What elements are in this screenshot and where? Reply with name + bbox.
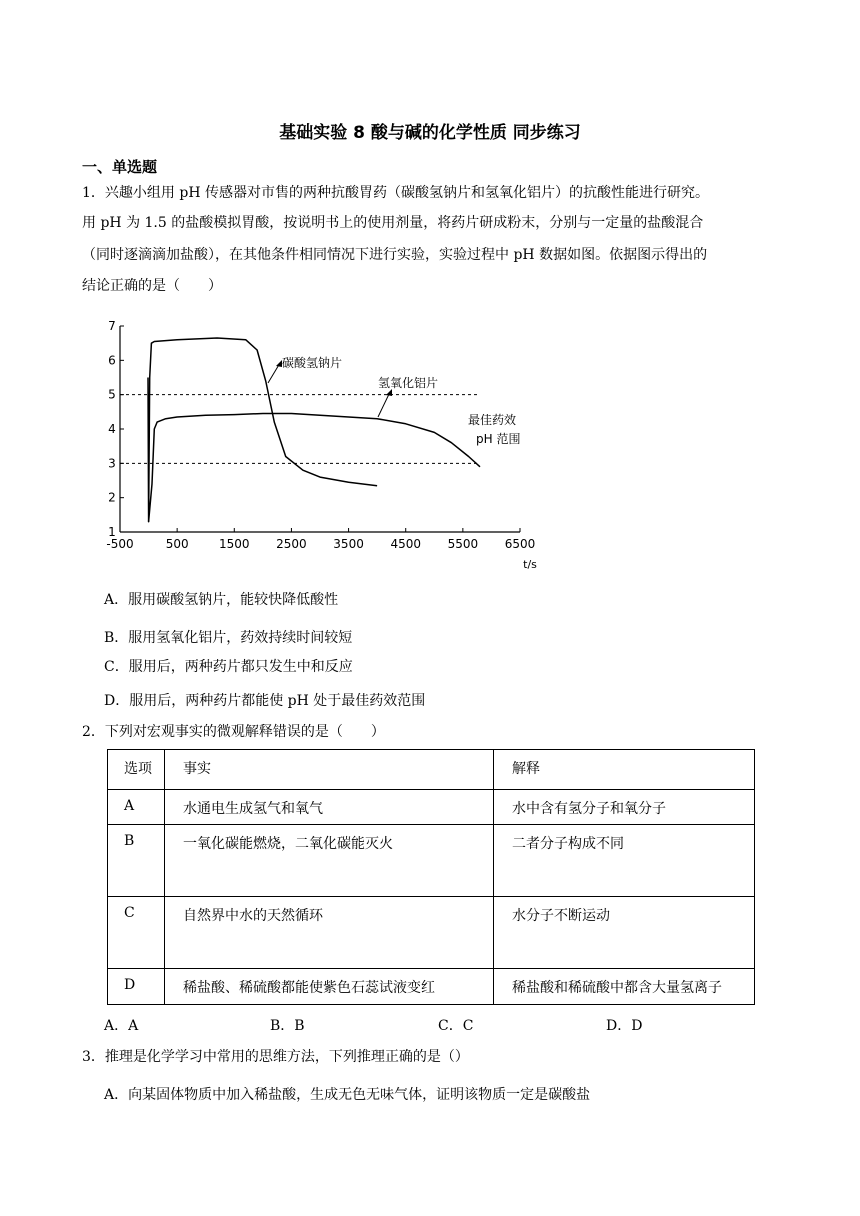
chart-reference-lines [120,395,480,464]
row-a-fact: 水通电生成氢气和氧气 [165,790,494,825]
y-tick-label: 7 [108,319,116,333]
row-c-fact: 自然界中水的天然循环 [165,897,494,969]
arrow-head-aluminum-hydroxide [386,389,392,396]
q2-choice-b: B．B [270,1018,305,1034]
row-d-explanation: 稀盐酸和稀硫酸中都含大量氢离子 [494,969,755,1005]
q2-stem: 2．下列对宏观事实的微观解释错误的是（ ） [82,724,385,740]
row-b-explanation: 二者分子构成不同 [494,825,755,897]
q3-option-a: A．向某固体物质中加入稀盐酸，生成无色无味气体，证明该物质一定是碳酸盐 [104,1087,591,1103]
table-row [108,969,755,1005]
chart-ticks [106,319,535,551]
row-b-fact: 一氧化碳能燃烧，二氧化碳能灭火 [165,825,494,897]
y-tick-label: 4 [108,422,116,436]
series-line-aluminum-hydroxide [149,414,480,522]
x-tick-label: 6500 [504,537,536,551]
x-tick-label: -500 [106,537,134,551]
x-tick-label: 4500 [390,537,421,551]
x-tick-label: 500 [165,537,189,551]
y-tick-label: 6 [108,353,116,368]
q3-stem: 3．推理是化学学习中常用的思维方法，下列推理正确的是（） [82,1049,469,1065]
table-row [108,897,755,969]
y-tick-label: 5 [108,387,116,402]
x-tick-label: 5500 [447,537,479,551]
row-a-explanation: 水中含有氢分子和氧分子 [494,790,755,825]
annotation-ph-range: pH 范围 [476,432,521,446]
annotation-aluminum-hydroxide: 氢氧化铝片 [378,376,439,390]
page-title: 基础实验 8 酸与碱的化学性质 同步练习 [279,123,581,143]
table-row [108,790,755,825]
q1-line-1: 1．兴趣小组用 pH 传感器对市售的两种抗酸胃药（碳酸氢钠片和氢氧化铝片）的抗酸性能进行研究。 [82,185,709,201]
q2-choice-d: D．D [606,1018,643,1034]
annotation-best-effect: 最佳药效 [468,413,517,427]
arrow-head-sodium-bicarbonate [276,360,282,367]
header-fact: 事实 [165,750,494,790]
y-tick-label: 2 [108,490,116,505]
table-row [108,825,755,897]
row-c-explanation: 水分子不断运动 [494,897,755,969]
x-tick-label: 2500 [276,537,307,551]
series-line-sodium-bicarbonate [148,338,377,522]
q2-choice-c: C．C [438,1018,474,1034]
q1-option-a: A．服用碳酸氢钠片，能较快降低酸性 [104,592,339,608]
row-c-option: C [108,897,165,969]
y-tick-label: 1 [108,525,116,539]
facts-table [107,749,755,1005]
q1-line-4: 结论正确的是（ ） [82,278,222,294]
arrow-aluminum-hydroxide [378,392,390,417]
q1-option-b: B．服用氢氧化铝片，药效持续时间较短 [104,630,353,646]
q1-line-3: （同时逐滴滴加盐酸），在其他条件相同情况下进行实验，实验过程中 pH 数据如图。依据图示得出的 [82,247,708,263]
q1-line-2: 用 pH 为 1.5 的盐酸模拟胃酸，按说明书上的使用剂量，将药片研成粉末，分别与一定量的盐酸混合 [82,215,704,231]
row-d-option: D [108,969,165,1005]
y-tick-label: 3 [108,456,116,471]
x-tick-label: 3500 [333,537,364,551]
ph-chart [100,316,550,576]
header-explanation: 解释 [494,750,755,790]
table-header-row [108,750,755,790]
header-option: 选项 [108,750,165,790]
q1-option-c: C．服用后，两种药片都只发生中和反应 [104,659,353,675]
q1-option-d: D．服用后，两种药片都能使 pH 处于最佳药效范围 [104,693,426,709]
row-b-option: B [108,825,165,897]
row-a-option: A [108,790,165,825]
annotation-sodium-bicarbonate: 碳酸氢钠片 [282,356,343,370]
section-heading: 一、单选题 [82,158,158,176]
row-d-fact: 稀盐酸、稀硫酸都能使紫色石蕊试液变红 [165,969,494,1005]
x-axis-label: t/s [523,558,537,571]
x-tick-label: 1500 [219,537,250,551]
q2-choice-a: A．A [104,1018,139,1034]
